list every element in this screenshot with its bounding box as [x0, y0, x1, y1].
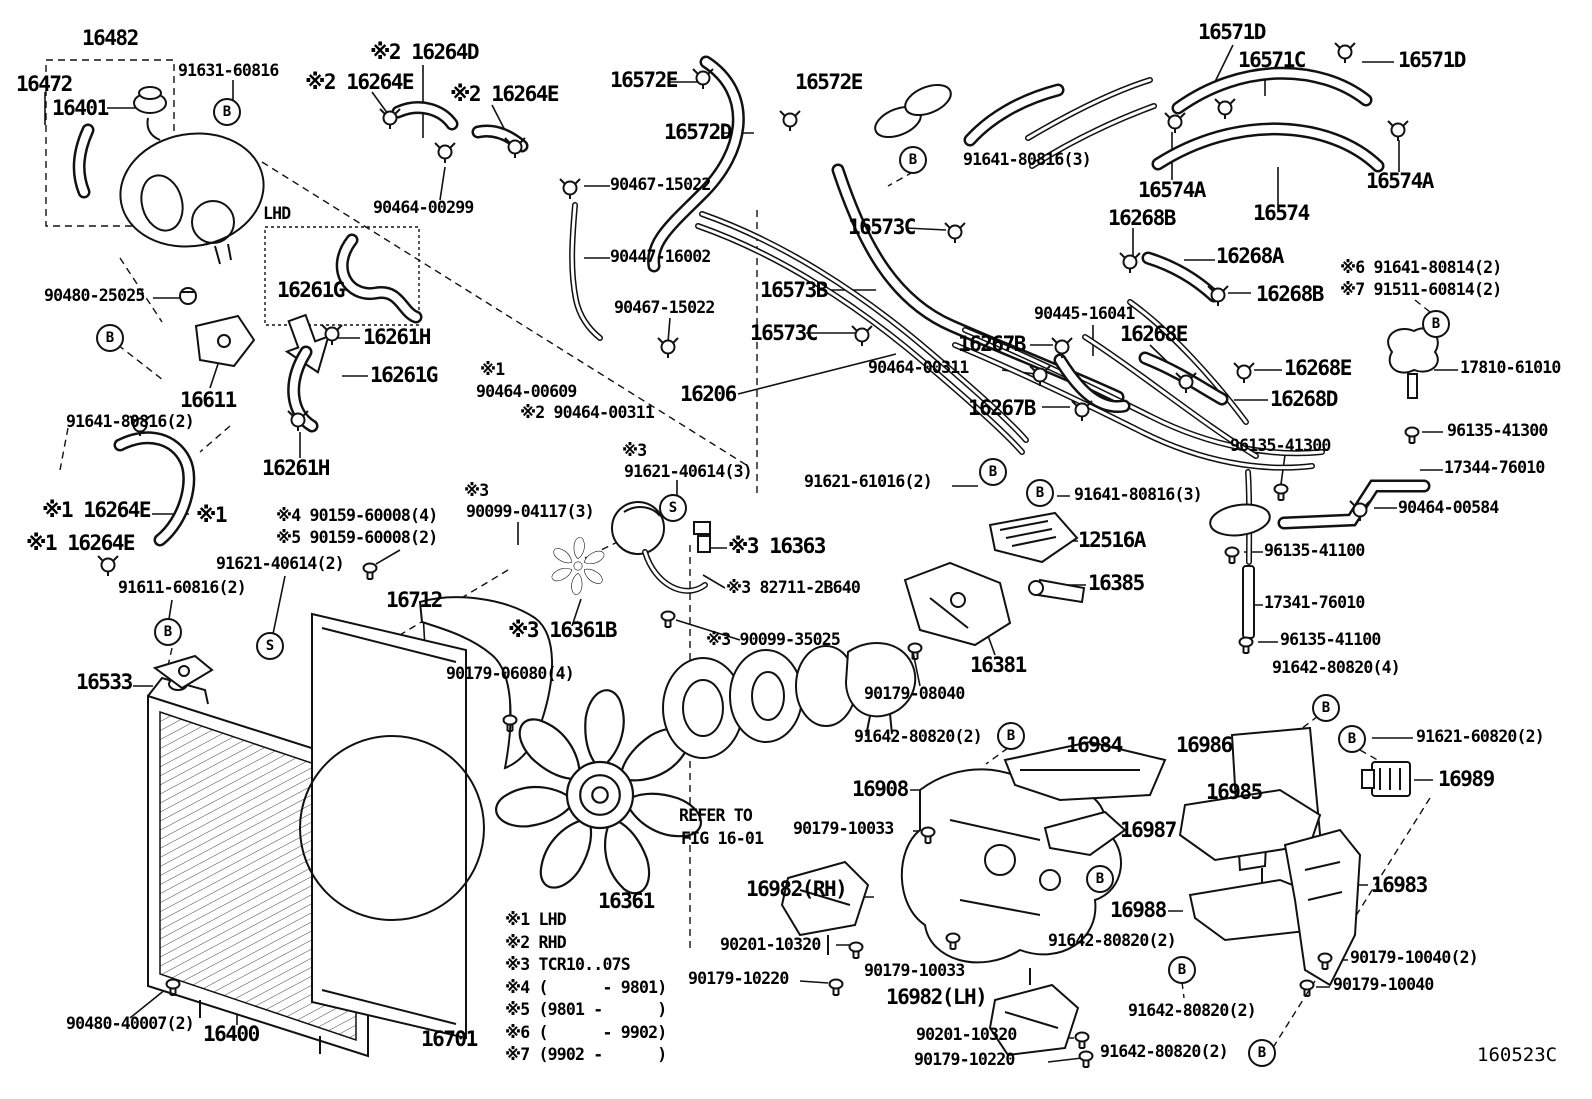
part-label-3-16361b: ※3 16361B [508, 618, 617, 642]
part-label-16268d: 16268D [1270, 387, 1337, 411]
part-label-90480-25025: 90480-25025 [44, 286, 145, 305]
part-label-16261g: 16261G [277, 278, 344, 302]
part-label-3: ※3 [464, 481, 489, 500]
part-label-16268a: 16268A [1216, 244, 1283, 268]
part-label-1: ※1 [196, 503, 227, 527]
part-label-12516a: 12516A [1078, 528, 1145, 552]
callout-circle-b: B [997, 722, 1025, 750]
part-label-16268b: 16268B [1256, 282, 1323, 306]
part-label-refer-to: REFER TO [679, 806, 753, 825]
part-label-16261h: 16261H [262, 456, 329, 480]
part-label-90179-08040: 90179-08040 [864, 684, 965, 703]
part-label-90464-00311: 90464-00311 [868, 358, 969, 377]
reservoir-tank [79, 87, 273, 264]
part-label-16261h: 16261H [363, 325, 430, 349]
part-label-16267b: 16267B [968, 396, 1035, 420]
part-label-16361: 16361 [598, 889, 654, 913]
part-label-16268e: 16268E [1284, 356, 1351, 380]
part-label-90201-10320: 90201-10320 [916, 1025, 1017, 1044]
part-label-1-16264e: ※1 16264E [26, 531, 135, 555]
part-label-90445-16041: 90445-16041 [1034, 304, 1135, 323]
part-label-90467-15022: 90467-15022 [610, 175, 711, 194]
part-label-16988: 16988 [1110, 898, 1166, 922]
part-label-16482: 16482 [82, 26, 138, 50]
part-label-16573c: 16573C [750, 321, 817, 345]
part-label-16611: 16611 [180, 388, 236, 412]
legend-item-3: ※3 TCR10..07S [505, 955, 630, 974]
diagram-code: 160523C [1477, 1044, 1558, 1066]
part-label-16574: 16574 [1253, 201, 1309, 225]
part-label-16573b: 16573B [760, 278, 827, 302]
part-label-90179-10040-2: 90179-10040(2) [1350, 948, 1478, 967]
part-label-90467-15022: 90467-15022 [614, 298, 715, 317]
part-label-16533: 16533 [76, 670, 132, 694]
callout-circle-b: B [96, 324, 124, 352]
part-label-16381: 16381 [970, 653, 1026, 677]
part-label-91641-80816-3: 91641-80816(3) [963, 150, 1091, 169]
part-label-91621-61016-2: 91621-61016(2) [804, 472, 932, 491]
legend-item-5: ※5 (9801 - ) [505, 1000, 667, 1019]
part-label-90179-10033: 90179-10033 [793, 819, 894, 838]
part-label-90179-10220: 90179-10220 [914, 1050, 1015, 1069]
part-label-16385: 16385 [1088, 571, 1144, 595]
callout-circle-b: B [154, 618, 182, 646]
part-label-16573c: 16573C [848, 215, 915, 239]
bracket-16611 [180, 288, 254, 366]
callout-circle-b: B [899, 146, 927, 174]
part-label-16986: 16986 [1176, 733, 1232, 757]
part-label-16574a: 16574A [1138, 178, 1205, 202]
part-label-16472: 16472 [16, 72, 72, 96]
part-label-96135-41100: 96135-41100 [1280, 630, 1381, 649]
part-label-16712: 16712 [386, 588, 442, 612]
part-label-17810-61010: 17810-61010 [1460, 358, 1561, 377]
part-label-3-82711-2b640: ※3 82711-2B640 [726, 578, 860, 597]
part-label-91642-80820-2: 91642-80820(2) [1100, 1042, 1228, 1061]
part-label-2-90464-00311: ※2 90464-00311 [520, 403, 654, 422]
part-label-2-16264d: ※2 16264D [370, 40, 479, 64]
hose-clamps [98, 40, 1408, 576]
part-label-5-90159-60008-2: ※5 90159-60008(2) [276, 528, 438, 547]
part-label-91631-60816: 91631-60816 [178, 61, 279, 80]
part-label-91641-80816-2: 91641-80816(2) [66, 412, 194, 431]
part-label-90447-16002: 90447-16002 [610, 247, 711, 266]
callout-circle-b: B [1422, 310, 1450, 338]
part-label-91642-80820-2: 91642-80820(2) [854, 727, 982, 746]
lhd-inset-box [265, 227, 419, 380]
part-label-16400: 16400 [203, 1022, 259, 1046]
part-label-90099-04117-3: 90099-04117(3) [466, 502, 594, 521]
part-label-96135-41100: 96135-41100 [1264, 541, 1365, 560]
part-label-16267b: 16267B [958, 332, 1025, 356]
part-label-90179-10033: 90179-10033 [864, 961, 965, 980]
part-label-90179-10040: 90179-10040 [1333, 975, 1434, 994]
part-label-16268b: 16268B [1108, 206, 1175, 230]
part-label-90464-00299: 90464-00299 [373, 198, 474, 217]
part-label-91642-80820-2: 91642-80820(2) [1048, 931, 1176, 950]
part-label-90179-10220: 90179-10220 [688, 969, 789, 988]
legend-item-4: ※4 ( - 9801) [505, 977, 667, 997]
legend-item-1: ※1 LHD [505, 910, 566, 929]
part-label-17341-76010: 17341-76010 [1264, 593, 1365, 612]
part-label-fig-16-01: FIG 16-01 [681, 829, 764, 848]
part-label-4-90159-60008-4: ※4 90159-60008(4) [276, 506, 438, 525]
callout-circle-b: B [1168, 956, 1196, 984]
legend-item-7: ※7 (9902 - ) [505, 1045, 667, 1064]
part-label-1-16264e: ※1 16264E [42, 498, 151, 522]
part-label-2-16264e: ※2 16264E [305, 70, 414, 94]
part-label-91621-40614-2: 91621-40614(2) [216, 554, 344, 573]
part-label-3: ※3 [622, 441, 647, 460]
part-label-16982-rh: 16982(RH) [746, 877, 847, 901]
part-label-16571d: 16571D [1198, 20, 1265, 44]
part-label-91642-80820-4: 91642-80820(4) [1272, 658, 1400, 677]
part-label-16572e: 16572E [795, 70, 862, 94]
callout-circle-b: B [1338, 725, 1366, 753]
mini-fan-16361b [550, 537, 606, 594]
bracket-16533 [155, 656, 212, 688]
part-label-16572d: 16572D [664, 120, 731, 144]
callout-circle-b: B [1248, 1039, 1276, 1067]
part-label-16985: 16985 [1206, 780, 1262, 804]
part-label-91621-40614-3: 91621-40614(3) [624, 462, 752, 481]
part-label-16574a: 16574A [1366, 169, 1433, 193]
part-label-16572e: 16572E [610, 68, 677, 92]
callout-circle-s: S [256, 632, 284, 660]
part-label-16401: 16401 [52, 96, 108, 120]
part-label-7-91511-60814-2: ※7 91511-60814(2) [1340, 280, 1502, 299]
part-label-91641-80816-3: 91641-80816(3) [1074, 485, 1202, 504]
part-label-16983: 16983 [1371, 873, 1427, 897]
callout-circle-b: B [1312, 694, 1340, 722]
part-label-16206: 16206 [680, 382, 736, 406]
part-label-91611-60816-2: 91611-60816(2) [118, 578, 246, 597]
part-label-16908: 16908 [852, 777, 908, 801]
callout-circle-b: B [1086, 865, 1114, 893]
callout-circle-b: B [979, 458, 1007, 486]
legend-item-6: ※6 ( - 9902) [505, 1022, 667, 1042]
part-label-96135-41300: 96135-41300 [1447, 421, 1548, 440]
legend-item-2: ※2 RHD [505, 932, 566, 952]
part-label-16982-lh: 16982(LH) [886, 985, 987, 1009]
callout-circle-b: B [1026, 479, 1054, 507]
part-label-16261g: 16261G [370, 363, 437, 387]
part-label-90201-10320: 90201-10320 [720, 935, 821, 954]
part-label-17344-76010: 17344-76010 [1444, 458, 1545, 477]
part-label-90464-00609: 90464-00609 [476, 382, 577, 401]
part-label-91642-80820-2: 91642-80820(2) [1128, 1001, 1256, 1020]
part-label-16987: 16987 [1120, 818, 1176, 842]
part-label-90480-40007-2: 90480-40007(2) [66, 1014, 194, 1033]
part-label-16989: 16989 [1438, 767, 1494, 791]
part-label-16571d: 16571D [1398, 48, 1465, 72]
part-label-90179-06080-4: 90179-06080(4) [446, 664, 574, 683]
part-label-91621-60820-2: 91621-60820(2) [1416, 727, 1544, 746]
part-label-3-90099-35025: ※3 90099-35025 [706, 630, 840, 649]
part-label-16268e: 16268E [1120, 322, 1187, 346]
part-label-1: ※1 [480, 360, 505, 379]
callout-circle-s: S [659, 494, 687, 522]
footnote-legend [505, 912, 666, 1070]
sensor-bracket-group [905, 513, 1084, 645]
heater-hoses-top-right [1158, 73, 1378, 166]
part-label-16984: 16984 [1066, 733, 1122, 757]
part-label-lhd: LHD [263, 204, 291, 223]
part-label-3-16363: ※3 16363 [728, 534, 825, 558]
part-label-16701: 16701 [421, 1027, 477, 1051]
part-label-90464-00584: 90464-00584 [1398, 498, 1499, 517]
part-label-16571c: 16571C [1238, 48, 1305, 72]
part-label-2-16264e: ※2 16264E [450, 82, 559, 106]
part-label-96135-41300: 96135-41300 [1230, 436, 1331, 455]
part-label-6-91641-80814-2: ※6 91641-80814(2) [1340, 258, 1502, 277]
callout-circle-b: B [213, 98, 241, 126]
